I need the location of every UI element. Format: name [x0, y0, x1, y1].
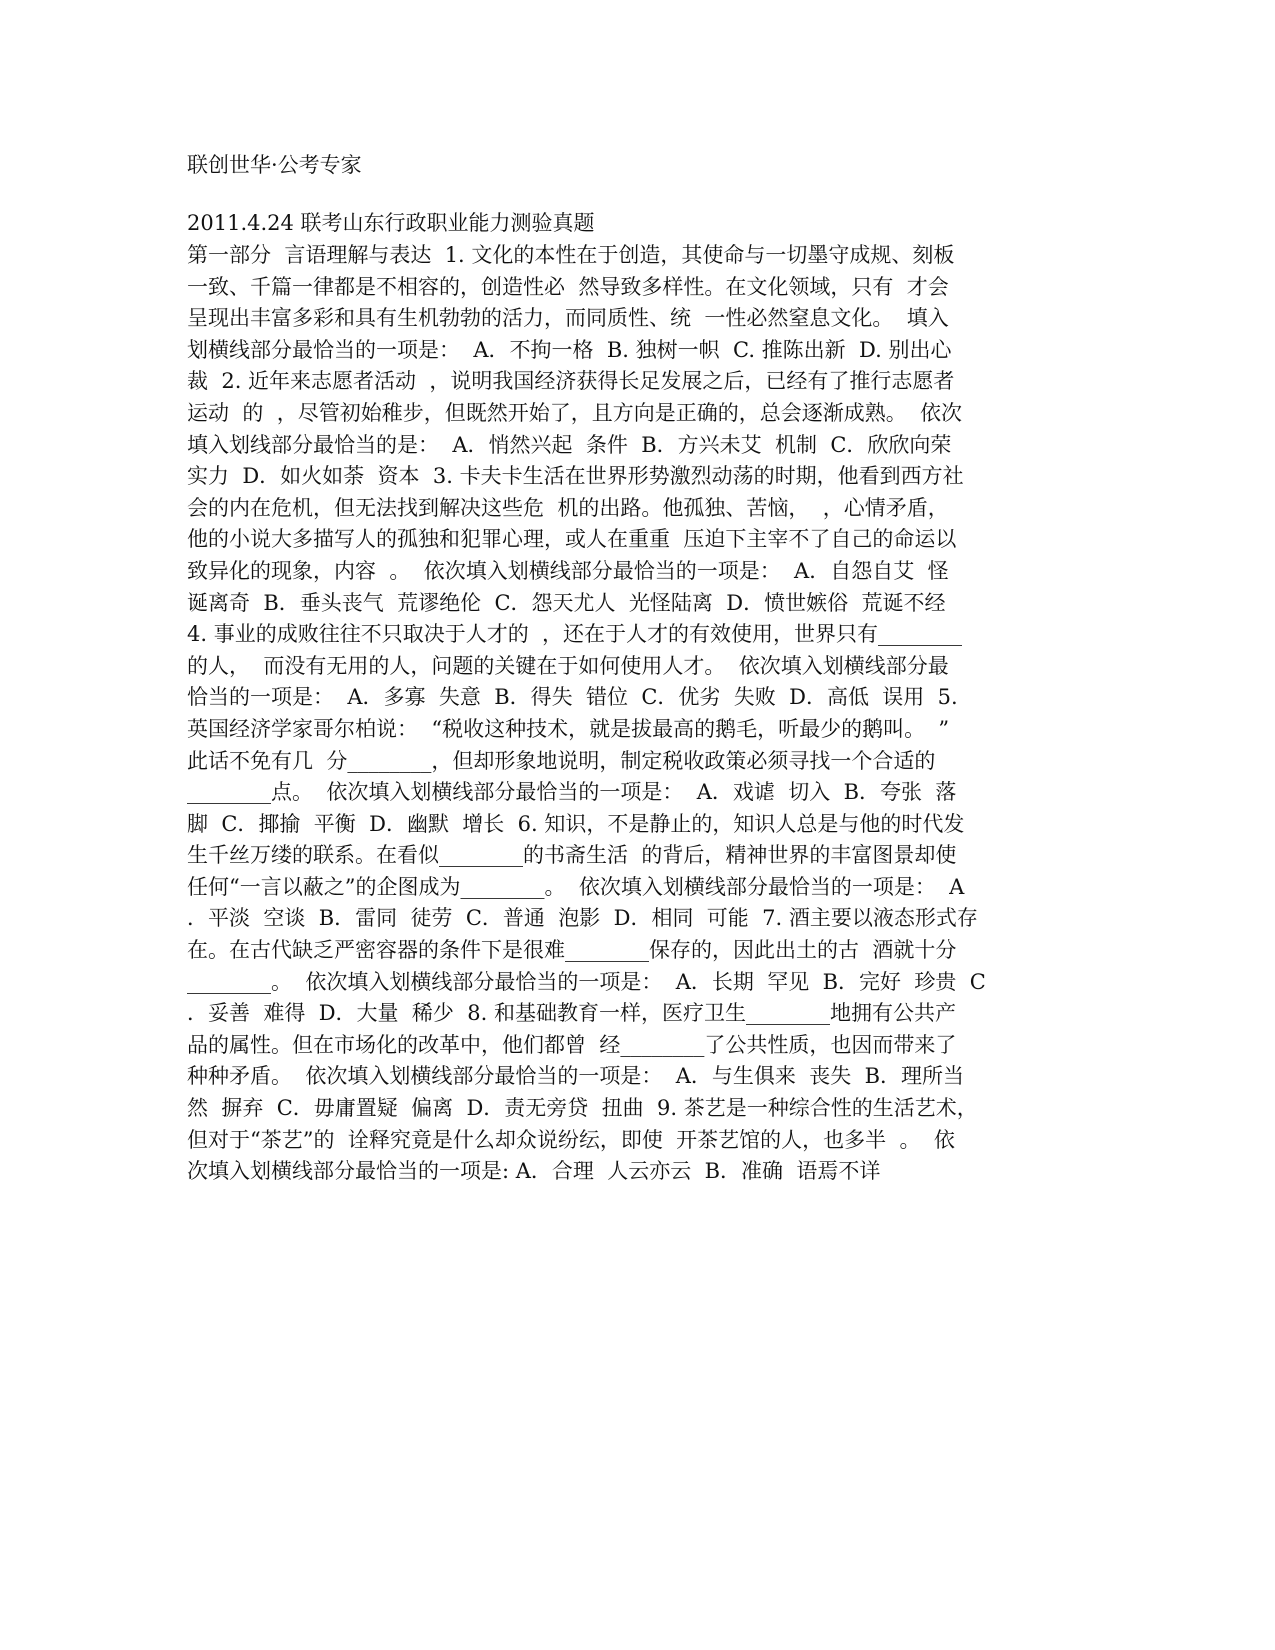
- body-text-line: 划横线部分最恰当的一项是： A．不拘一格 B. 独树一帜 C. 推陈出新 D. 别出心: [187, 337, 952, 362]
- body-text-line: 第一部分 言语理解与表达 1. 文化的本性在于创造，其使命与一切墨守成规、刻板: [187, 243, 955, 267]
- body-text-line: ．妥善 难得 D．大量 稀少 8. 和基础教育一样，医疗卫生________地拥有公共产: [187, 1001, 956, 1026]
- body-text-line: 填入划线部分最恰当的是： A．悄然兴起 条件 B．方兴未艾 机制 C．欣欣向荣: [187, 432, 952, 457]
- body-text-line: 致异化的现象，内容 。 依次填入划横线部分最恰当的一项是： A．自怨自艾 怪: [187, 558, 949, 583]
- body-text-line: ．平淡 空谈 B．雷同 徒劳 C．普通 泡影 D．相同 可能 7. 酒主要以液态形式存: [187, 906, 978, 931]
- body-text-line: 呈现出丰富多彩和具有生机勃勃的活力，而同质性、统 一性必然窒息文化。 填入: [187, 306, 949, 331]
- body-text-line: ________点。 依次填入划横线部分最恰当的一项是： A．戏谑 切入 B．夸张 落: [187, 780, 957, 805]
- body-text-line: 的人， 而没有无用的人，问题的关键在于如何使用人才。 依次填入划横线部分最: [187, 653, 949, 678]
- body-text-line: 4. 事业的成败往往不只取决于人才的 ，还在于人才的有效使用，世界只有________: [187, 622, 963, 647]
- body-text-line: 在。在古代缺乏严密容器的条件下是很难________保存的，因此出土的古 酒就十分: [187, 938, 957, 963]
- body-text-line: 生千丝万缕的联系。在看似________的书斋生活 的背后，精神世界的丰富图景却使: [187, 843, 957, 868]
- body-text-line: 然 摒弃 C．毋庸置疑 偏离 D．责无旁贷 扭曲 9. 茶艺是一种综合性的生活艺术，: [187, 1096, 978, 1121]
- body-text-line: 一致、千篇一律都是不相容的，创造性必 然导致多样性。在文化领域，只有 才会: [187, 274, 949, 299]
- body-text-line: 脚 C．揶揄 平衡 D．幽默 增长 6. 知识，不是静止的，知识人总是与他的时代发: [187, 811, 965, 836]
- document-body: [187, 240, 1087, 1188]
- body-text-line: 诞离奇 B．垂头丧气 荒谬绝伦 C．怨天尤人 光怪陆离 D．愤世嫉俗 荒诞不经: [187, 590, 946, 615]
- body-text-line: 会的内在危机，但无法找到解决这些危 机的出路。他孤独、苦恼， ，心情矛盾，: [187, 495, 949, 520]
- body-text-line: 运动 的 ，尽管初始稚步，但既然开始了，且方向是正确的，总会逐渐成熟。 依次: [187, 400, 963, 425]
- document-title: 2011.4.24 联考山东行政职业能力测验真题: [187, 211, 595, 235]
- body-text-line: ________。 依次填入划横线部分最恰当的一项是： A．长期 罕见 B．完好 珍贵 C: [187, 969, 986, 994]
- body-text-line: 任何“一言以蔽之”的企图成为________。 依次填入划横线部分最恰当的一项是： A: [187, 874, 965, 899]
- body-text-line: 实力 D．如火如荼 资本 3. 卡夫卡生活在世界形势激烈动荡的时期，他看到西方社: [187, 464, 964, 489]
- body-text-line: 英国经济学家哥尔柏说： “税收这种技术，就是拔最高的鹅毛，听最少的鹅叫。 ”: [187, 716, 950, 741]
- body-text-line: 裁 2. 近年来志愿者活动 ，说明我国经济获得长足发展之后，已经有了推行志愿者: [187, 369, 955, 394]
- body-text-line: 次填入划横线部分最恰当的一项是: A．合理 人云亦云 B．准确 语焉不详: [187, 1159, 881, 1184]
- body-text-line: 品的属性。但在市场化的改革中，他们都曾 经________了公共性质，也因而带来了: [187, 1032, 957, 1057]
- body-text-line: 但对于“茶艺”的 诠释究竟是什么却众说纷纭，即使 开茶艺馆的人，也多半 。 依: [187, 1127, 955, 1152]
- body-text-line: 种种矛盾。 依次填入划横线部分最恰当的一项是： A．与生俱来 丧失 B．理所当: [187, 1064, 964, 1089]
- document-header: 联创世华·公考专家: [187, 153, 362, 177]
- body-text-line: 此话不免有几 分________，但却形象地说明，制定税收政策必须寻找一个合适的: [187, 748, 936, 773]
- body-text-line: 恰当的一项是： A．多寡 失意 B．得失 错位 C．优劣 失败 D．高低 误用 5.: [187, 685, 958, 710]
- body-text-line: 他的小说大多描写人的孤独和犯罪心理，或人在重重 压迫下主宰不了自己的命运以: [187, 527, 957, 552]
